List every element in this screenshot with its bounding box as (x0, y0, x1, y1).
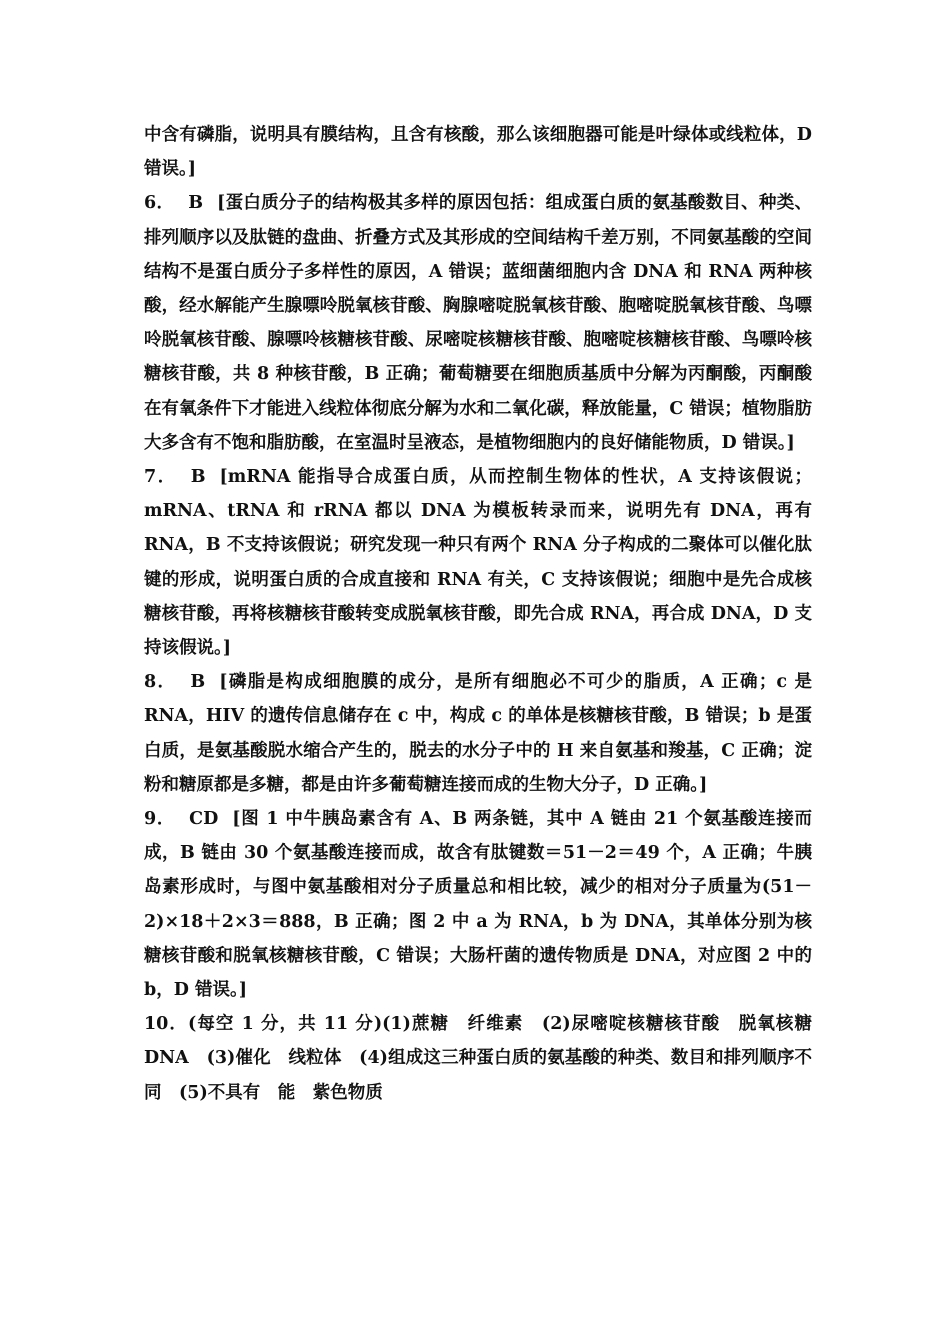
question-number: 6． (144, 193, 175, 214)
answer-explanation: [磷脂是构成细胞膜的成分，是所有细胞必不可少的脂质，A 正确；c 是 RNA，HIV 的遗传信息储存在 c 中，构成 c 的单体是核糖核苷酸，B 错误；b 是蛋白质，是氨基酸脱水缩合产生的，脱去的水分子中的 H 来自氨基和羧基，C 正确；淀粉和糖原都是多糖，都是由许多葡萄糖连接而成的生物大分子，D 正确。] (144, 672, 812, 795)
answer-choice: B (190, 467, 206, 488)
answer-explanation: 中含有磷脂，说明具有膜结构，且含有核酸，那么该细胞器可能是叶绿体或线粒体，D 错误。] (144, 125, 812, 180)
answer-choice: CD (189, 809, 219, 830)
question-number: 10． (144, 1014, 188, 1035)
answer-choice: B (188, 193, 204, 214)
answer-explanation: (每空 1 分，共 11 分)(1)蔗糖 纤维素 (2)尿嘧啶核糖核苷酸 脱氧核糖 DNA (3)催化 线粒体 (4)组成这三种蛋白质的氨基酸的种类、数目和排列顺序不同 (5)不具有 能 紫色物质 (144, 1014, 830, 1103)
question-number: 9． (144, 809, 176, 830)
answer-item-10 (144, 1007, 830, 1110)
question-number: 8． (144, 672, 177, 693)
answer-choice: B (190, 672, 206, 693)
answer-explanation: [mRNA 能指导合成蛋白质，从而控制生物体的性状，A 支持该假说；mRNA、tRNA 和 rRNA 都以 DNA 为模板转录而来，说明先有 DNA，再有 RNA，B 不支持该假说；研究发现一种只有两个 RNA 分子构成的二聚体可以催化肽键的形成，说明蛋白质的合成直接和 RNA 有关，C 支持该假说；细胞中是先合成核糖核苷酸，再将核糖核苷酸转变成脱氧核苷酸，即先合成 RNA，再合成 DNA，D 支持该假说。] (144, 467, 812, 659)
answer-item-6 (144, 186, 812, 460)
answer-explanation: [图 1 中牛胰岛素含有 A、B 两条链，其中 A 链由 21 个氨基酸连接而成，B 链由 30 个氨基酸连接而成，故含有肽键数＝51－2＝49 个，A 正确；牛胰岛素形成时，与图中氨基酸相对分子质量总和相比较，减少的相对分子质量为(51－2)×18＋2×3＝888，B 正确；图 2 中 a 为 RNA，b 为 DNA，其单体分别为核糖核苷酸和脱氧核糖核苷酸，C 错误；大肠杆菌的遗传物质是 DNA，对应图 2 中的 b，D 错误。] (144, 809, 812, 1001)
answer-item-5-continued (144, 118, 812, 186)
answer-key-page (144, 118, 830, 1110)
answer-explanation: [蛋白质分子的结构极其多样的原因包括：组成蛋白质的氨基酸数目、种类、排列顺序以及肽链的盘曲、折叠方式及其形成的空间结构千差万别，不同氨基酸的空间结构不是蛋白质分子多样性的原因，A 错误；蓝细菌细胞内含 DNA 和 RNA 两种核酸，经水解能产生腺嘌呤脱氧核苷酸、胸腺嘧啶脱氧核苷酸、胞嘧啶脱氧核苷酸、鸟嘌呤脱氧核苷酸、腺嘌呤核糖核苷酸、尿嘧啶核糖核苷酸、胞嘧啶核糖核苷酸、鸟嘌呤核糖核苷酸，共 8 种核苷酸，B 正确；葡萄糖要在细胞质基质中分解为丙酮酸，丙酮酸在有氧条件下才能进入线粒体彻底分解为水和二氧化碳，释放能量，C 错误；植物脂肪大多含有不饱和脂肪酸，在室温时呈液态，是植物细胞内的良好储能物质，D 错误。] (144, 193, 812, 453)
question-number: 7． (144, 467, 177, 488)
answer-item-9 (144, 802, 812, 1007)
answer-item-7 (144, 460, 812, 665)
answer-item-8 (144, 665, 812, 802)
